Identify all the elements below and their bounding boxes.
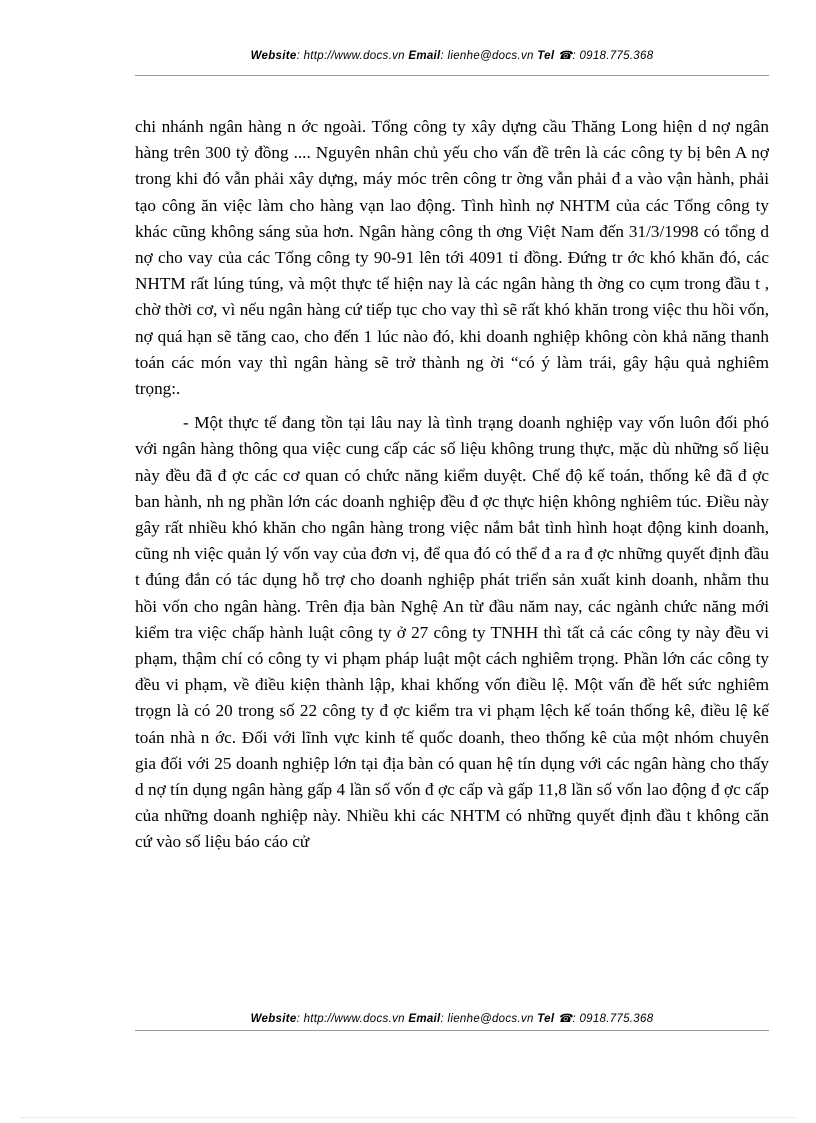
- page-header: [135, 48, 769, 62]
- page-footer: [135, 1011, 769, 1025]
- header-divider: [135, 75, 769, 76]
- header-email-value[interactable]: : lienhe@docs.vn: [440, 50, 534, 62]
- header-website-url[interactable]: : http://www.docs.vn: [296, 50, 405, 62]
- footer-tel-label: Tel: [537, 1013, 555, 1025]
- footer-website-label: Website: [250, 1013, 297, 1025]
- page-bottom-edge: [20, 1117, 796, 1118]
- paragraph-2: - Một thực tế đang tồn tại lâu nay là tình trạng doanh nghiệp vay vốn luôn đối phó với ngân hàng thông qua việc cung cấp các số liệu không trung thực, mặc dù những số liệu này đều đã đ ợc các cơ quan có chức năng kiểm duyệt. Chế độ kế toán, thống kê đã đ ợc ban hành, nh ng phần lớn các doanh nghiệp đều đ ợc thực hiện không nghiêm túc. Điều này gây rất nhiều khó khăn cho ngân hàng trong việc nắm bắt tình hình hoạt động kinh doanh, cũng nh việc quản lý vốn vay của đơn vị, để qua đó có thể đ a ra đ ợc những quyết định đầu t đúng đắn có tác dụng hỗ trợ cho doanh nghiệp phát triển sản xuất kinh doanh, nhằm thu hồi vốn cho ngân hàng. Trên địa bàn Nghệ An từ đầu năm nay, các ngành chức năng mới kiểm tra việc chấp hành luật công ty ở 27 công ty TNHH thì tất cả các công ty này đều vi phạm, thậm chí có công ty vi phạm pháp luật một cách nghiêm trọng. Phần lớn các công ty đều vi phạm, về điều kiện thành lập, khai khống vốn điều lệ. Một vấn đề hết sức nghiêm trọgn là có 20 trong số 22 công ty đ ợc kiểm tra vi phạm lệch kế toán thống kê, điều lệ kế toán nhà n ớc. Đối với lĩnh vực kinh tế quốc doanh, theo thống kê của một nhóm chuyên gia đối với 25 doanh nghiệp lớn tại địa bàn có quan hệ tín dụng với các ngân hàng cho thấy d nợ tín dụng ngân hàng gấp 4 lần số vốn đ ợc cấp và gấp 11,8 lần số vốn lao động đ ợc cấp của những doanh nghiệp này. Nhiều khi các NHTM có những quyết định đầu t không căn cứ vào số liệu báo cáo cử: [135, 413, 769, 852]
- phone-icon: ☎: [557, 50, 573, 62]
- paragraph-1: chi nhánh ngân hàng n ớc ngoài. Tổng công ty xây dựng cầu Thăng Long hiện d nợ ngân hàng trên 300 tỷ đồng .... Nguyên nhân chủ yếu cho vấn đề trên là các công ty bị bên A nợ trong khi đó vẫn phải xây dựng, máy móc trên công tr ờng vẫn phải đ a vào vận hành, phải tạo công ăn việc làm cho hàng vạn lao động. Tình hình nợ NHTM của các Tổng công ty khác cũng không sáng sủa hơn. Ngân hàng công th ơng Việt Nam đến 31/3/1998 có tổng d nợ cho vay của các Tổng công ty 90-91 lên tới 4091 tỉ đồng. Đứng tr ớc khó khăn đó, các NHTM rất lúng túng, và một thực tế hiện nay là các ngân hàng th ờng co cụm trong đầu t , chờ thời cơ, vì nếu ngân hàng cứ tiếp tục cho vay thì sẽ rất khó khăn trong việc thu hồi vốn, nợ quá hạn sẽ tăng cao, cho đến 1 lúc nào đó, khi doanh nghiệp không còn khả năng thanh toán các món vay thì ngân hàng sẽ trở thành ng ời “có ý làm trái, gây hậu quả nghiêm trọng:.: [135, 117, 769, 399]
- footer-email-label: Email: [408, 1013, 441, 1025]
- footer-website-url[interactable]: : http://www.docs.vn: [296, 1013, 405, 1025]
- header-website-label: Website: [250, 50, 297, 62]
- phone-icon: ☎: [557, 1013, 573, 1025]
- document-body: [135, 114, 769, 1000]
- footer-email-value[interactable]: : lienhe@docs.vn: [440, 1013, 534, 1025]
- header-tel-value: : 0918.775.368: [572, 50, 654, 62]
- header-email-label: Email: [408, 50, 441, 62]
- footer-divider: [135, 1030, 769, 1031]
- footer-tel-value: : 0918.775.368: [572, 1013, 654, 1025]
- header-tel-label: Tel: [537, 50, 555, 62]
